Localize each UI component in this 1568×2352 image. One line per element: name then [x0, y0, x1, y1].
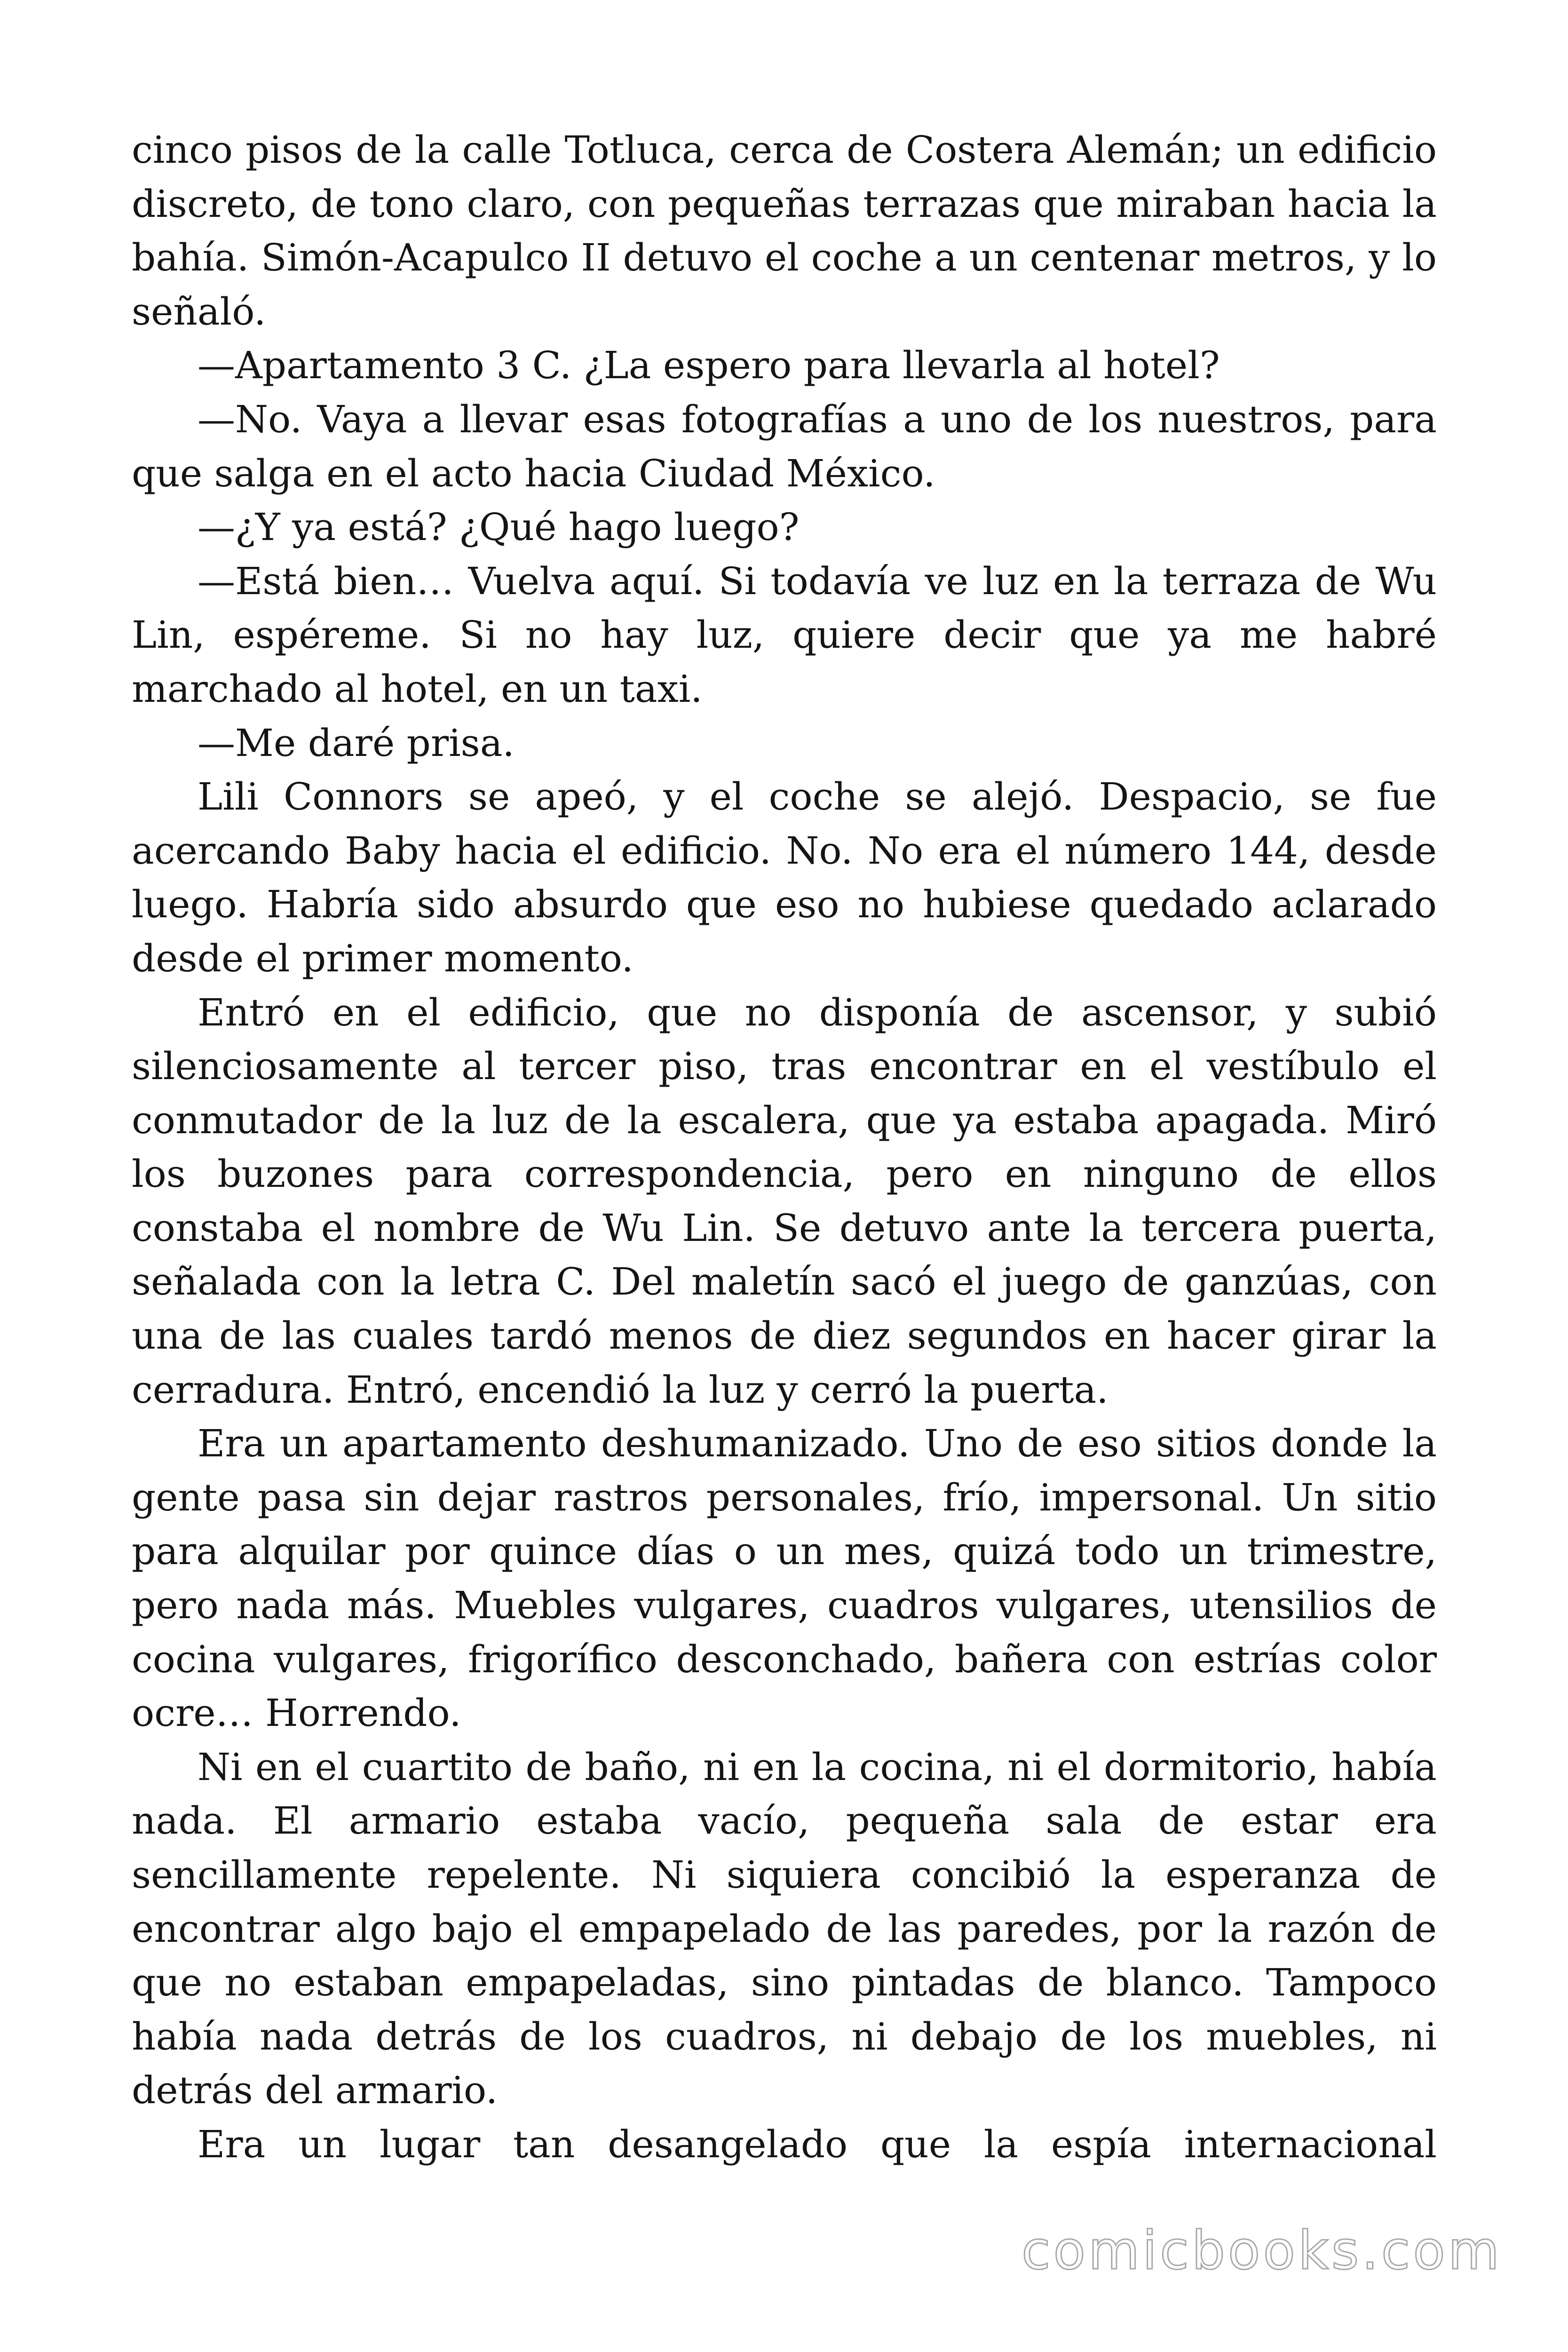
paragraph-2: —Apartamento 3 C. ¿La espero para llevarla al hotel? — [198, 343, 1220, 388]
watermark-logo: comicbooks.com — [1021, 2220, 1502, 2281]
paragraph-1: cinco pisos de la calle Totluca, cerca de Costera Alemán; un edificio discreto, de tono claro, con pequeñas terrazas que miraban hacia la bahía. Simón-Acapulco II detuvo el coche a un centenar metros, y lo señaló. — [132, 128, 1437, 334]
paragraph-9: Era un apartamento deshumanizado. Uno de eso sitios donde la gente pasa sin dejar rastros personales, frío, impersonal. Un sitio para alquilar por quince días o un mes, quizá todo un trimestre, pero nada más. Muebles vulgares, cuadros vulgares, utensilios de cocina vulgares, frigorífico desconchado, bañera con estrías color ocre… Horrendo. — [132, 1422, 1437, 1735]
paragraph-4: —¿Y ya está? ¿Qué hago luego? — [198, 505, 800, 549]
paragraph-6: —Me daré prisa. — [198, 721, 515, 765]
paragraph-5: —Está bien… Vuelva aquí. Si todavía ve luz en la terraza de Wu Lin, espéreme. Si no hay luz, quiere decir que ya me habré marchado al hotel, en un taxi. — [132, 559, 1437, 711]
book-page — [132, 123, 1437, 2172]
paragraph-8: Entró en el edificio, que no disponía de ascensor, y subió silenciosamente al tercer piso, tras encontrar en el vestíbulo el conmutador de la luz de la escalera, que ya estaba apagada. Miró los buzones para correspondencia, pero en ninguno de ellos constaba el nombre de Wu Lin. Se detuvo ante la tercera puerta, señalada con la letra C. Del maletín sacó el juego de ganzúas, con una de las cuales tardó menos de diez segundos en hacer girar la cerradura. Entró, encendió la luz y cerró la puerta. — [132, 990, 1437, 1412]
paragraph-7: Lili Connors se apeó, y el coche se alejó. Despacio, se fue acercando Baby hacia el edificio. No. No era el número 144, desde luego. Habría sido absurdo que eso no hubiese quedado aclarado desde el primer momento. — [132, 775, 1437, 980]
paragraph-11: Era un lugar tan desangelado que la espía internacional — [198, 2122, 1437, 2166]
paragraph-3: —No. Vaya a llevar esas fotografías a uno de los nuestros, para que salga en el acto hacia Ciudad México. — [132, 397, 1437, 495]
paragraph-10: Ni en el cuartito de baño, ni en la cocina, ni el dormitorio, había nada. El armario estaba vacío, pequeña sala de estar era sencillamente repelente. Ni siquiera concibió la esperanza de encontrar algo bajo el empapelado de las paredes, por la razón de que no estaban empapeladas, sino pintadas de blanco. Tampoco había nada detrás de los cuadros, ni debajo de los muebles, ni detrás del armario. — [132, 1745, 1437, 2113]
